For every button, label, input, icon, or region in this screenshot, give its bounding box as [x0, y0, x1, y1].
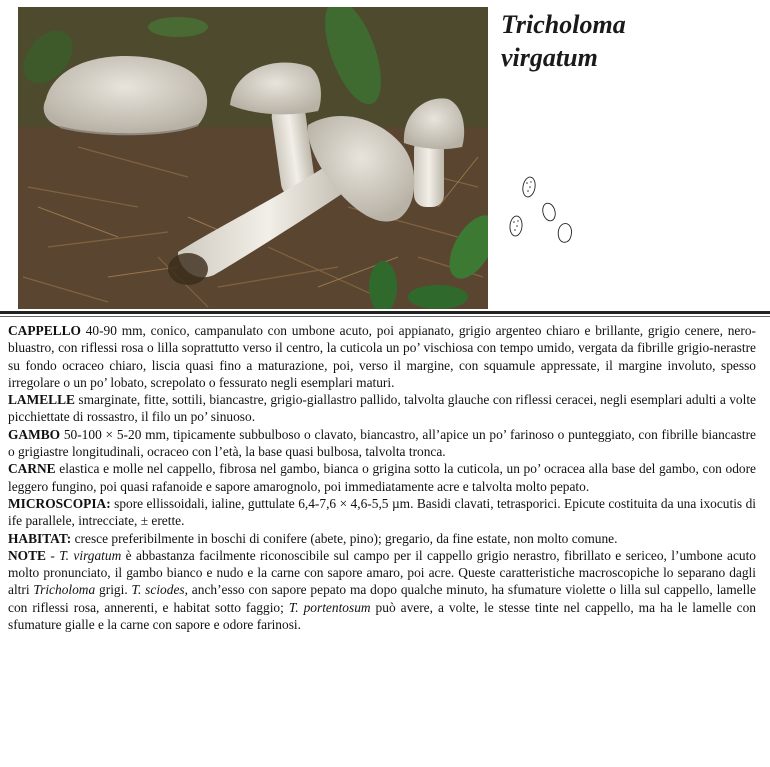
section-text: elastica e molle nel cappello, fibrosa nel gambo, bianca o grigina sotto la cuticola, un po’ ocracea alla base del gambo, con odore leggero fungino, poi quasi rafanoide e sapore amarognolo, poi immediatamente acre e talvolta molto pepato.	[8, 461, 756, 494]
section-text: è abbastanza facilmente riconoscibile sul campo per il cappello grigio nerastro, fibrillato e sericeo, l’umbone acuto molto pronunciato, il gambo bianco e nudo e la carne con sapore amaro, poi acre. Queste caratteristiche macroscopiche lo separano dagli altri	[8, 547, 756, 598]
section-gambo	[8, 426, 756, 461]
section-label: MICROSCOPIA:	[8, 495, 111, 511]
section-microscopia	[8, 495, 756, 530]
section-label: CAPPELLO	[8, 323, 81, 338]
species-title	[501, 8, 751, 74]
section-text: spore ellissoidali, ialine, guttulate 6,4-7,6 × 4,6-5,5 µm. Basidi clavati, tetrasporici. Epicute costituita da una ixocutis di ife parallele, intrecciate, ± erette.	[8, 495, 756, 529]
section-lamelle	[8, 391, 756, 426]
taxon-name: T. sciodes	[131, 582, 185, 598]
spore-drawing	[505, 170, 585, 250]
taxon-name: Tricholoma	[33, 582, 96, 598]
taxon-name: T. virgatum	[59, 547, 122, 563]
taxon-name: T. portentosum	[288, 599, 371, 615]
section-cappello	[8, 322, 756, 391]
section-text: cresce preferibilmente in boschi di conifere (abete, pino); gregario, da fine estate, non molto comune.	[71, 530, 618, 546]
section-habitat	[8, 530, 756, 547]
section-label: HABITAT:	[8, 530, 72, 546]
section-label: LAMELLE	[8, 392, 75, 408]
section-note	[8, 547, 756, 633]
section-label: NOTE	[8, 547, 46, 563]
description-body	[8, 322, 756, 633]
section-divider	[0, 311, 770, 314]
section-text: 40-90 mm, conico, campanulato con umbone acuto, poi appianato, grigio argenteo chiaro e brillante, grigio cenere, nero-bluastro, con riflessi rosa o lilla soprattutto verso il centro, la cuticola un po’ vischiosa con tempo umido, vergata da fibrille grigio-nerastre su fondo ocraceo chiaro, liscia quasi fino a maturazione, poi, verso il margine, con squamule appressate, il margine involuto, spesso irregolare o un po’ lobato, screpolato o fessurato negli esemplari maturi.	[8, 323, 756, 390]
section-label: GAMBO	[8, 426, 61, 442]
section-text: grigi.	[95, 582, 132, 598]
section-text: 50-100 × 5-20 mm, tipicamente subbulboso o clavato, biancastro, all’apice un po’ farinoso o punteggiato, con fibrille biancastre o grigiastre longitudinali, ocraceo con l’età, la base quasi bulbosa, talvolta tronca.	[8, 426, 756, 460]
section-text: -	[45, 547, 60, 563]
section-text: , anch’esso con sapore pepato ma dopo qualche minuto, ha sfumature violette o lilla sul cappello, lamelle con riflessi rosa, annerenti, e habitat sotto faggio;	[8, 582, 756, 615]
section-divider-thin	[0, 316, 770, 317]
section-text: può avere, a volte, le stesse tinte nel cappello, ma ha le lamelle con sfumature gialle e la carne con sapore e odore farinosi.	[8, 599, 757, 633]
title-species: virgatum	[501, 43, 598, 72]
section-carne	[8, 460, 756, 495]
mushroom-photo	[18, 7, 488, 309]
title-genus: Tricholoma	[501, 10, 626, 39]
section-text: smarginate, fitte, sottili, biancastre, grigio-giallastro pallido, talvolta glauche con riflessi ceracei, negli esemplari adulti a volte picchiettate di rossastro, il filo un po’ sinuoso.	[8, 392, 756, 425]
section-label: CARNE	[8, 461, 56, 477]
